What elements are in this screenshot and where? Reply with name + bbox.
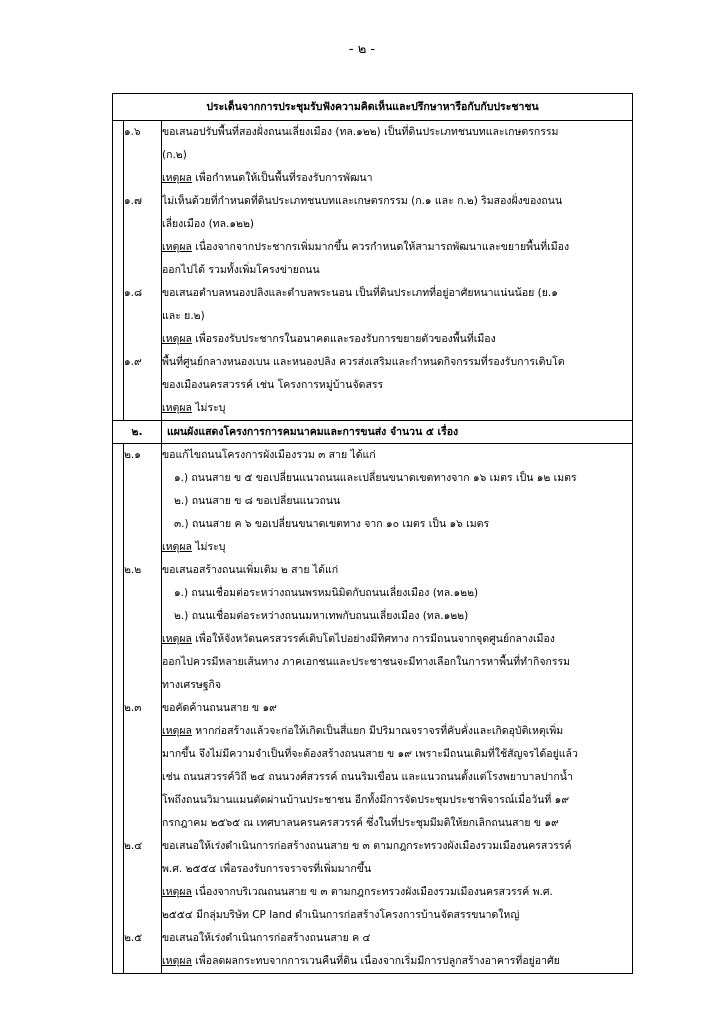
item-line <box>162 213 632 236</box>
reason-line <box>162 720 632 743</box>
line-text: ขอเสนอปรับพื้นที่สองฝั่งถนนเลี่ยงเมือง (ทล.๑๒๒) เป็นที่ดินประเภทชนบทและเกษตรกรรม <box>162 126 559 138</box>
reason-label: เหตุผล <box>162 333 192 345</box>
item-number: ๒.๑ <box>124 449 141 461</box>
item-line <box>162 490 632 513</box>
item-number: ๑.๖ <box>124 126 141 138</box>
item-line <box>162 651 632 674</box>
item-number-spacer <box>124 236 161 259</box>
item-line <box>162 927 632 950</box>
item-line <box>162 766 632 789</box>
item-number: ๑.๘ <box>124 287 143 299</box>
line-text: ขอเสนอให้เร่งดำเนินการก่อสร้างถนนสาย ค ๔ <box>162 932 371 944</box>
item-line <box>162 835 632 858</box>
section2-header-row <box>113 421 633 444</box>
reason-line <box>162 881 632 904</box>
item-number: ๒.๕ <box>124 932 143 944</box>
line-text: เนื่องจากบริเวณถนนสาย ข ๓ ตามกฎกระทรวงผังเมืองรวมเมืองนครสวรรค์ พ.ศ. <box>191 886 553 898</box>
item-line <box>162 190 632 213</box>
line-text: ๒๕๕๔ มีกลุ่มบริษัท CP land ดำเนินการก่อสร้างโครงการบ้านจัดสรรขนาดใหญ่ <box>162 909 520 921</box>
reason-line <box>162 397 632 420</box>
item-line <box>162 144 632 167</box>
item-line <box>162 351 632 374</box>
block1-number-column <box>124 121 162 421</box>
item-line <box>162 674 632 697</box>
reason-label: เหตุผล <box>162 241 192 253</box>
line-text: โพถึงถนนวิมานแมนตัดผ่านบ้านประชาชน อีกทั้งมีการจัดประชุมประชาพิจารณ์เมื่อวันที่ ๑๙ <box>162 794 570 806</box>
item-number: ๒.๔ <box>124 840 143 852</box>
line-text: ๑.) ถนนเชื่อมต่อระหว่างถนนพรหมนิมิตกับถนนเลี่ยงเมือง (ทล.๑๒๒) <box>174 587 479 599</box>
block1-content <box>162 121 633 421</box>
line-text: เพื่อลดผลกระทบจากการเวนคืนที่ดิน เนื่องจากเริ่มมีการปลูกสร้างอาคารที่อยู่อาศัย <box>191 955 560 967</box>
item-number-spacer <box>124 513 161 536</box>
item-line <box>162 282 632 305</box>
reason-line <box>162 167 632 190</box>
line-text: ๒.) ถนนสาย ข ๘ ขอเปลี่ยนแนวถนน <box>174 495 341 507</box>
item-number-spacer <box>124 490 161 513</box>
item-number-spacer <box>124 582 161 605</box>
item-number-spacer <box>124 720 161 743</box>
item-number-spacer <box>124 167 161 190</box>
block2-number-column <box>124 444 162 974</box>
item-line <box>162 121 632 144</box>
line-text: เลี่ยงเมือง (ทล.๑๒๒) <box>162 218 254 230</box>
line-text: เช่น ถนนสวรรค์วิถี ๒๔ ถนนวงศ์สวรรค์ ถนนริมเขื่อน และแนวถนนตั้งแต่โรงพยาบาลปากน้ำ <box>162 771 573 783</box>
item-line <box>162 444 632 467</box>
item-number: ๑.๗ <box>124 195 142 207</box>
item-number: ๒.๒ <box>124 564 142 576</box>
item-number-spacer <box>124 766 161 789</box>
line-text: เพื่อรองรับประชากรในอนาคตและรองรับการขยายตัวของพื้นที่เมือง <box>191 333 496 345</box>
item-number-spacer <box>124 259 161 282</box>
item-number-spacer <box>124 397 161 420</box>
line-text: ไม่เห็นด้วยที่กำหนดที่ดินประเภทชนบทและเกษตรกรรม (ก.๑ และ ก.๒) ริมสองฝั่งของถนน <box>162 195 563 207</box>
item-number: ๒.๓ <box>124 702 142 714</box>
line-text: ขอเสนอตำบลหนองปลิงและตำบลพระนอน เป็นที่ดินประเภทที่อยู่อาศัยหนาแน่นน้อย (ย.๑ <box>162 287 558 299</box>
line-text: ๓.) ถนนสาย ค ๖ ขอเปลี่ยนขนาดเขตทาง จาก ๑๐ เมตร เป็น ๑๖ เมตร <box>174 518 490 530</box>
reason-line <box>162 950 632 973</box>
block2-row <box>113 444 633 974</box>
item-line <box>162 467 632 490</box>
block2-content <box>162 444 633 974</box>
item-line <box>162 743 632 766</box>
reason-label: เหตุผล <box>162 955 192 967</box>
item-number-spacer <box>124 651 161 674</box>
line-text: ออกไปควรมีหลายเส้นทาง ภาคเอกชนและประชาชนจะมีทางเลือกในการหาพื้นที่ทำกิจกรรม <box>162 656 571 668</box>
table-header-row <box>113 94 633 121</box>
block1-row <box>113 121 633 421</box>
item-number-spacer <box>124 605 161 628</box>
item-number-spacer <box>124 858 161 881</box>
item-line <box>162 305 632 328</box>
block2-index-cell <box>113 444 124 974</box>
reason-label: เหตุผล <box>162 633 192 645</box>
reason-label: เหตุผล <box>162 886 192 898</box>
reason-line <box>162 328 632 351</box>
section2-title: แผนผังแสดงโครงการการคมนาคมและการขนส่ง จำนวน ๕ เรื่อง <box>162 421 633 444</box>
item-line <box>162 904 632 927</box>
line-text: เพื่อให้จังหวัดนครสวรรค์เติบโตไปอย่างมีทิศทาง การมีถนนจากจุดศูนย์กลางเมือง <box>191 633 555 645</box>
reason-line <box>162 628 632 651</box>
item-line <box>162 259 632 282</box>
line-text: ขอคัดค้านถนนสาย ข ๑๙ <box>162 702 277 714</box>
block1-index-cell <box>113 121 124 421</box>
reason-line <box>162 536 632 559</box>
item-number-spacer <box>124 743 161 766</box>
line-text: ๒.) ถนนเชื่อมต่อระหว่างถนนมหาเทพกับถนนเลี่ยงเมือง (ทล.๑๒๒) <box>174 610 469 622</box>
document-table <box>112 93 633 974</box>
item-number-spacer <box>124 328 161 351</box>
item-line <box>162 374 632 397</box>
item-line <box>162 789 632 812</box>
item-number-spacer <box>124 812 161 835</box>
page-number: - ๒ - <box>348 42 376 57</box>
line-text: ทางเศรษฐกิจ <box>162 679 222 691</box>
item-line <box>162 513 632 536</box>
item-number-spacer <box>124 904 161 927</box>
table-header: ประเด็นจากการประชุมรับฟังความคิดเห็นและปรึกษาหารือกับกับประชาชน <box>113 94 633 121</box>
item-line <box>162 559 632 582</box>
item-line <box>162 605 632 628</box>
item-line <box>162 582 632 605</box>
reason-label: เหตุผล <box>162 402 192 414</box>
line-text: พื้นที่ศูนย์กลางหนองเบน และหนองปลิง ควรส่งเสริมและกำหนดกิจกรรมที่รองรับการเติบโต <box>162 356 565 368</box>
item-line <box>162 697 632 720</box>
item-line <box>162 812 632 835</box>
item-number-spacer <box>124 374 161 397</box>
item-number-spacer <box>124 144 161 167</box>
line-text: ขอเสนอให้เร่งดำเนินการก่อสร้างถนนสาย ข ๓ ตามกฎกระทรวงผังเมืองรวมเมืองนครสวรรค์ <box>162 840 572 852</box>
reason-label: เหตุผล <box>162 541 192 553</box>
item-line <box>162 858 632 881</box>
line-text: เนื่องจากจากประชากรเพิ่มมากขึ้น ควรกำหนดให้สามารถพัฒนาและขยายพื้นที่เมือง <box>191 241 570 253</box>
item-number-spacer <box>124 628 161 651</box>
reason-label: เหตุผล <box>162 725 192 737</box>
line-text: ของเมืองนครสวรรค์ เช่น โครงการหมู่บ้านจัดสรร <box>162 379 384 391</box>
line-text: เพื่อกำหนดให้เป็นพื้นที่รองรับการพัฒนา <box>191 172 373 184</box>
reason-line <box>162 236 632 259</box>
item-number-spacer <box>124 467 161 490</box>
line-text: กรกฎาคม ๒๕๖๕ ณ เทศบาลนครนครสวรรค์ ซึ่งในที่ประชุมมีมติให้ยกเลิกถนนสาย ข ๑๙ <box>162 817 559 829</box>
item-number-spacer <box>124 950 161 973</box>
item-number: ๑.๙ <box>124 356 142 368</box>
item-number-spacer <box>124 305 161 328</box>
line-text: และ ย.๒) <box>162 310 205 322</box>
line-text: ไม่ระบุ <box>191 541 226 553</box>
line-text: ไม่ระบุ <box>191 402 226 414</box>
item-number-spacer <box>124 881 161 904</box>
line-text: ออกไปได้ รวมทั้งเพิ่มโครงข่ายถนน <box>162 264 320 276</box>
section2-number: ๒. <box>113 421 162 444</box>
line-text: มากขึ้น จึงไม่มีความจำเป็นที่จะต้องสร้างถนนสาย ข ๑๙ เพราะมีถนนเดิมที่ใช้สัญจรได้อยู่แล้ว <box>162 748 578 760</box>
line-text: ขอแก้ไขถนนโครงการผังเมืองรวม ๓ สาย ได้แก่ <box>162 449 376 461</box>
line-text: พ.ศ. ๒๕๕๔ เพื่อรองรับการจราจรที่เพิ่มมากขึ้น <box>162 863 372 875</box>
line-text: (ก.๒) <box>162 149 187 161</box>
item-number-spacer <box>124 674 161 697</box>
line-text: ๑.) ถนนสาย ข ๕ ขอเปลี่ยนแนวถนนและเปลี่ยนขนาดเขตทางจาก ๑๖ เมตร เป็น ๑๒ เมตร <box>174 472 577 484</box>
line-text: ขอเสนอสร้างถนนเพิ่มเติม ๒ สาย ได้แก่ <box>162 564 339 576</box>
item-number-spacer <box>124 789 161 812</box>
line-text: หากก่อสร้างแล้วจะก่อให้เกิดเป็นสี่แยก มีปริมาณจราจรที่คับคั่งและเกิดอุบัติเหตุเพิ่ม <box>191 725 564 737</box>
item-number-spacer <box>124 536 161 559</box>
reason-label: เหตุผล <box>162 172 192 184</box>
item-number-spacer <box>124 213 161 236</box>
